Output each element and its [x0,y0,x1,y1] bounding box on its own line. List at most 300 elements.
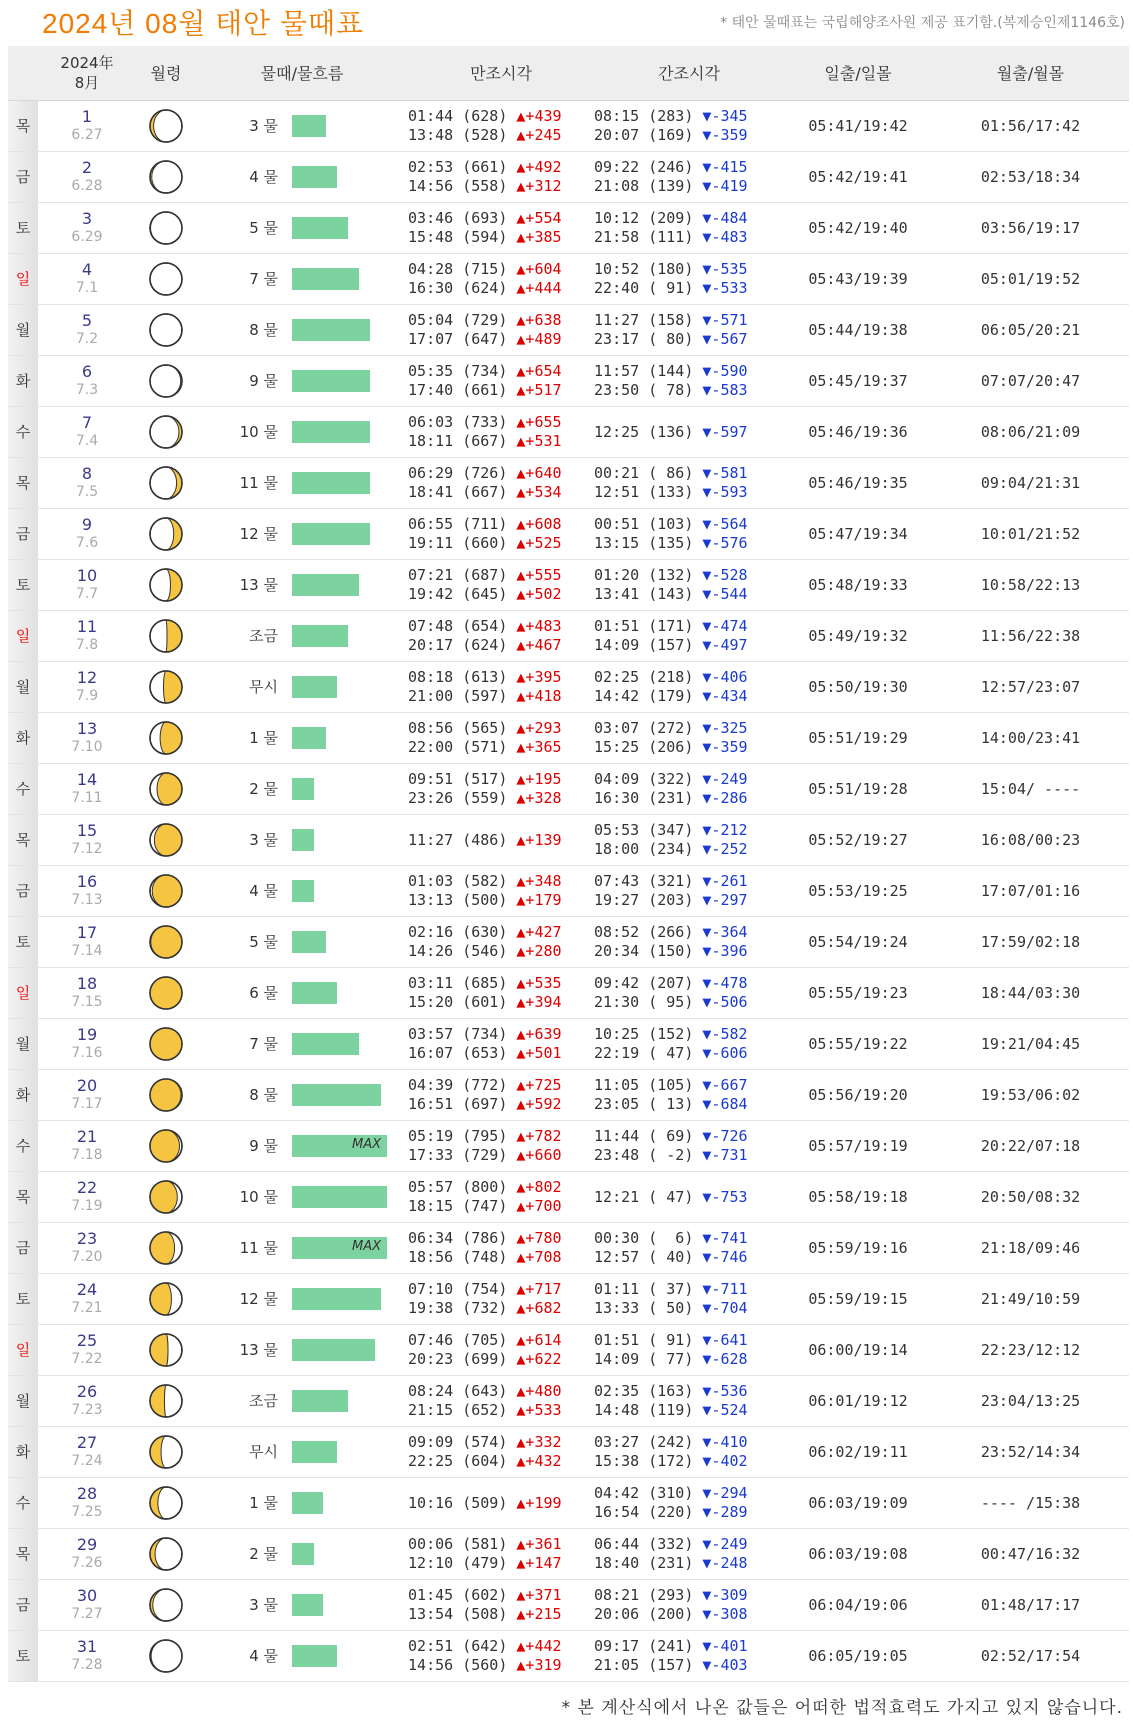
high-diff: +293 [525,718,562,737]
rise-arrow-icon: ▲ [507,1451,526,1470]
solar-date: 24 [76,1279,98,1299]
table-row [8,202,1129,253]
table-row [8,1069,1129,1120]
low-time-level: 18:00 (234) [594,839,694,858]
tide-flow-cell [290,253,408,304]
low-entry [594,362,784,381]
date-cell [38,508,136,559]
moonrise-moonset: 17:07/01:16 [932,865,1129,916]
day-of-week: 수 [8,1120,38,1171]
fall-arrow-icon: ▼ [693,157,712,176]
moonrise-moonset: 12:57/23:07 [932,661,1129,712]
moon-phase-cell [136,1171,196,1222]
low-time-level: 21:05 (157) [594,1655,694,1674]
solar-date: 13 [76,718,98,738]
lunar-date: 7.16 [71,1044,103,1061]
sunrise-sunset: 05:53/19:25 [784,865,932,916]
tide-name: 1 물 [249,729,278,747]
moon-phase-cell [136,1018,196,1069]
solar-date: 2 [81,157,93,177]
day-of-week: 일 [8,1324,38,1375]
tide-flow-cell [290,916,408,967]
tide-flow-bar [292,319,370,341]
tide-flow-bar [292,931,326,953]
low-time-level: 20:06 (200) [594,1604,694,1623]
solar-date: 6 [81,361,93,381]
moonrise-moonset: 15:04/ ---- [932,763,1129,814]
rise-arrow-icon: ▲ [507,1381,526,1400]
low-diff: -289 [711,1502,748,1521]
high-diff: +782 [525,1126,562,1145]
tide-name-cell [196,661,290,712]
rise-arrow-icon: ▲ [507,1330,526,1349]
high-diff: +319 [525,1655,562,1674]
high-tide-cell [408,508,594,559]
high-diff: +371 [525,1585,562,1604]
low-entry [594,1586,784,1605]
low-tide-cell [594,1579,784,1630]
low-time-level: 10:12 (209) [594,208,694,227]
high-entry [408,1076,594,1095]
sunrise-sunset: 05:55/19:22 [784,1018,932,1069]
high-diff: +802 [525,1177,562,1196]
table-row [8,1273,1129,1324]
table-row [8,457,1129,508]
fall-arrow-icon: ▼ [693,106,712,125]
tide-name-cell [196,1324,290,1375]
high-entry [408,311,594,330]
high-tide-cell [408,814,594,865]
tide-name: 7 물 [249,1035,278,1053]
high-tide-cell [408,151,594,202]
moon-phase-cell [136,1630,196,1681]
high-tide-cell [408,1018,594,1069]
high-entry [408,1127,594,1146]
table-row [8,1018,1129,1069]
low-diff: -593 [711,482,748,501]
high-entry [408,636,594,655]
date-cell [38,763,136,814]
low-entry [594,1484,784,1503]
high-entry [408,209,594,228]
rise-arrow-icon: ▲ [507,1279,526,1298]
table-row [8,865,1129,916]
high-diff: +215 [525,1604,562,1623]
fall-arrow-icon: ▼ [693,208,712,227]
low-entry [594,483,784,502]
high-time-level: 05:57 (800) [408,1177,508,1196]
high-diff: +501 [525,1043,562,1062]
rise-arrow-icon: ▲ [507,1604,526,1623]
low-time-level: 07:43 (321) [594,871,694,890]
date-cell [38,661,136,712]
low-time-level: 14:09 ( 77) [594,1349,694,1368]
low-time-level: 23:50 ( 78) [594,380,694,399]
high-time-level: 01:03 (582) [408,871,508,890]
high-tide-cell [408,1528,594,1579]
low-entry [594,279,784,298]
tide-name-cell [196,763,290,814]
rise-arrow-icon: ▲ [507,176,526,195]
header-year-month [38,46,136,100]
moon-phase-icon [148,1077,184,1113]
fall-arrow-icon: ▼ [693,125,712,144]
moon-phase-cell [136,202,196,253]
low-diff: -484 [711,208,748,227]
tide-name-cell [196,1018,290,1069]
rise-arrow-icon: ▲ [507,565,526,584]
sunrise-sunset: 06:05/19:05 [784,1630,932,1681]
low-diff: -711 [711,1279,748,1298]
high-tide-cell [408,712,594,763]
moonrise-moonset: 03:56/19:17 [932,202,1129,253]
fall-arrow-icon: ▼ [693,1534,712,1553]
fall-arrow-icon: ▼ [693,1145,712,1164]
lunar-date: 7.28 [71,1656,103,1673]
high-time-level: 09:51 (517) [408,769,508,788]
moon-phase-cell [136,253,196,304]
high-entry [408,923,594,942]
fall-arrow-icon: ▼ [693,820,712,839]
low-time-level: 15:25 (206) [594,737,694,756]
tide-flow-bar [292,217,348,239]
high-diff: +385 [525,227,562,246]
low-diff: -345 [711,106,748,125]
tide-flow-cell [290,1171,408,1222]
high-time-level: 02:51 (642) [408,1636,508,1655]
solar-date: 15 [76,820,98,840]
lunar-date: 7.1 [75,279,99,296]
moon-phase-icon [148,822,184,858]
fall-arrow-icon: ▼ [693,565,712,584]
low-diff: -359 [711,737,748,756]
tide-name-cell [196,202,290,253]
low-entry [594,974,784,993]
high-entry [408,1350,594,1369]
moon-phase-cell [136,304,196,355]
tide-flow-bar [292,1237,387,1259]
low-diff: -478 [711,973,748,992]
high-diff: +418 [525,686,562,705]
tide-name-cell [196,610,290,661]
low-entry [594,1605,784,1624]
fall-arrow-icon: ▼ [693,769,712,788]
fall-arrow-icon: ▼ [693,1553,712,1572]
high-entry [408,789,594,808]
low-diff: -483 [711,227,748,246]
high-time-level: 19:42 (645) [408,584,508,603]
fall-arrow-icon: ▼ [693,422,712,441]
table-row [8,1120,1129,1171]
tide-flow-cell [290,661,408,712]
day-of-week: 월 [8,661,38,712]
tide-flow-bar [292,829,314,851]
solar-date: 30 [76,1585,98,1605]
fall-arrow-icon: ▼ [693,329,712,348]
tide-name: 5 물 [249,219,278,237]
high-time-level: 06:55 (711) [408,514,508,533]
sunrise-sunset: 05:59/19:16 [784,1222,932,1273]
high-time-level: 05:04 (729) [408,310,508,329]
moonrise-moonset: 20:22/07:18 [932,1120,1129,1171]
high-diff: +480 [525,1381,562,1400]
solar-date: 12 [76,667,98,687]
moonrise-moonset: 00:47/16:32 [932,1528,1129,1579]
moon-phase-cell [136,1324,196,1375]
moonrise-moonset: 05:01/19:52 [932,253,1129,304]
low-tide-cell [594,1222,784,1273]
high-time-level: 10:16 (509) [408,1493,508,1512]
high-diff: +348 [525,871,562,890]
tide-flow-bar [292,1390,348,1412]
rise-arrow-icon: ▲ [507,310,526,329]
rise-arrow-icon: ▲ [507,361,526,380]
low-tide-cell [594,1477,784,1528]
date-cell [38,457,136,508]
high-entry [408,413,594,432]
rise-arrow-icon: ▲ [507,616,526,635]
moon-phase-icon [148,618,184,654]
fall-arrow-icon: ▼ [693,1187,712,1206]
solar-date: 18 [76,973,98,993]
tide-name: 1 물 [249,1494,278,1512]
high-entry [408,279,594,298]
tide-name-cell [196,1069,290,1120]
rise-arrow-icon: ▲ [507,1655,526,1674]
low-diff: -506 [711,992,748,1011]
high-time-level: 18:41 (667) [408,482,508,501]
low-diff: -753 [711,1187,748,1206]
tide-name-cell [196,406,290,457]
rise-arrow-icon: ▲ [507,463,526,482]
table-row [8,253,1129,304]
high-diff: +245 [525,125,562,144]
tide-flow-bar [292,1492,323,1514]
low-diff: -402 [711,1451,748,1470]
rise-arrow-icon: ▲ [507,1247,526,1266]
tide-name: 4 물 [249,882,278,900]
high-time-level: 08:56 (565) [408,718,508,737]
tide-flow-cell [290,304,408,355]
low-entry [594,1554,784,1573]
high-tide-cell [408,967,594,1018]
high-time-level: 08:18 (613) [408,667,508,686]
low-time-level: 14:48 (119) [594,1400,694,1419]
high-diff: +280 [525,941,562,960]
low-tide-cell [594,763,784,814]
tide-name: 무시 [249,678,278,696]
low-tide-cell [594,1171,784,1222]
high-diff: +608 [525,514,562,533]
low-time-level: 18:40 (231) [594,1553,694,1572]
high-tide-cell [408,1426,594,1477]
high-entry [408,483,594,502]
low-entry [594,1025,784,1044]
tide-name-cell [196,1120,290,1171]
rise-arrow-icon: ▲ [507,1126,526,1145]
high-tide-cell [408,406,594,457]
moon-phase-icon [148,1128,184,1164]
day-of-week: 일 [8,253,38,304]
tide-name: 7 물 [249,270,278,288]
high-time-level: 22:00 (571) [408,737,508,756]
low-entry [594,330,784,349]
tide-flow-cell [290,1120,408,1171]
low-diff: -474 [711,616,748,635]
low-entry [594,413,784,451]
lunar-date: 7.18 [71,1146,103,1163]
fall-arrow-icon: ▼ [693,1381,712,1400]
high-entry [408,1248,594,1267]
high-entry [408,158,594,177]
lunar-date: 7.13 [71,891,103,908]
table-row [8,1222,1129,1273]
tide-flow-cell [290,712,408,763]
day-of-week: 금 [8,865,38,916]
tide-flow-bar [292,1084,381,1106]
lunar-date: 7.17 [71,1095,103,1112]
low-entry [594,158,784,177]
rise-arrow-icon: ▲ [507,1145,526,1164]
solar-date: 29 [76,1534,98,1554]
moon-phase-icon [148,924,184,960]
moon-phase-icon [148,720,184,756]
high-tide-cell [408,1324,594,1375]
high-time-level: 13:48 (528) [408,125,508,144]
moon-phase-icon [148,669,184,705]
tide-flow-cell [290,1426,408,1477]
lunar-date: 7.4 [75,432,99,449]
solar-date: 26 [76,1381,98,1401]
high-diff: +365 [525,737,562,756]
moonrise-moonset: 01:56/17:42 [932,100,1129,151]
fall-arrow-icon: ▼ [693,992,712,1011]
tide-name-cell [196,1375,290,1426]
rise-arrow-icon: ▲ [507,157,526,176]
fall-arrow-icon: ▼ [693,310,712,329]
low-tide-cell [594,1120,784,1171]
low-entry [594,1044,784,1063]
tide-flow-bar [292,370,370,392]
high-diff: +483 [525,616,562,635]
solar-date: 8 [81,463,93,483]
tide-table [8,46,1129,1682]
day-of-week: 금 [8,508,38,559]
tide-name: 13 물 [239,576,278,594]
high-time-level: 00:06 (581) [408,1534,508,1553]
low-entry [594,636,784,655]
moonrise-moonset: 19:53/06:02 [932,1069,1129,1120]
low-entry [594,668,784,687]
high-diff: +332 [525,1432,562,1451]
tide-name-cell [196,1579,290,1630]
moon-phase-icon [148,261,184,297]
tide-name-cell [196,1222,290,1273]
date-cell [38,610,136,661]
high-time-level: 03:11 (685) [408,973,508,992]
solar-date: 9 [81,514,93,534]
tide-flow-bar [292,574,359,596]
table-row [8,1324,1129,1375]
header-moon-phase: 월령 [136,46,196,100]
high-diff: +638 [525,310,562,329]
low-diff: -415 [711,157,748,176]
high-entry [408,1554,594,1573]
high-time-level: 01:44 (628) [408,106,508,125]
low-time-level: 03:27 (242) [594,1432,694,1451]
high-tide-cell [408,253,594,304]
low-entry [594,1535,784,1554]
fall-arrow-icon: ▼ [693,718,712,737]
table-row [8,304,1129,355]
low-time-level: 12:51 (133) [594,482,694,501]
rise-arrow-icon: ▲ [507,737,526,756]
solar-date: 3 [81,208,93,228]
high-time-level: 11:27 (486) [408,830,508,849]
rise-arrow-icon: ▲ [507,1298,526,1317]
low-time-level: 10:25 (152) [594,1024,694,1043]
moon-lit-portion [150,1385,166,1417]
low-entry [594,1433,784,1452]
tide-flow-bar [292,625,348,647]
low-time-level: 06:44 (332) [594,1534,694,1553]
moonrise-moonset: 09:04/21:31 [932,457,1129,508]
low-entry [594,840,784,859]
sunrise-sunset: 05:52/19:27 [784,814,932,865]
low-entry [594,1280,784,1299]
low-time-level: 09:17 (241) [594,1636,694,1655]
tide-flow-bar [292,115,326,137]
low-tide-cell [594,202,784,253]
moon-phase-cell [136,1477,196,1528]
moonrise-moonset: ---- /15:38 [932,1477,1129,1528]
low-tide-cell [594,1018,784,1069]
day-of-week: 일 [8,610,38,661]
low-entry [594,617,784,636]
high-entry [408,534,594,553]
day-of-week: 토 [8,202,38,253]
tide-flow-cell [290,1018,408,1069]
high-tide-cell [408,763,594,814]
rise-arrow-icon: ▲ [507,329,526,348]
rise-arrow-icon: ▲ [507,769,526,788]
disclaimer: * 본 계산식에서 나온 값들은 어떠한 법적효력도 가지고 있지 않습니다. [561,1698,1123,1718]
day-of-week: 일 [8,967,38,1018]
low-entry [594,1146,784,1165]
high-entry [408,1331,594,1350]
high-diff: +533 [525,1400,562,1419]
tide-name: 조금 [249,627,278,645]
high-entry [408,1535,594,1554]
low-diff: -286 [711,788,748,807]
low-entry [594,464,784,483]
low-time-level: 11:27 (158) [594,310,694,329]
low-tide-cell [594,712,784,763]
high-entry [408,260,594,279]
date-cell [38,1630,136,1681]
high-entry [408,1146,594,1165]
low-entry [594,1076,784,1095]
day-of-week: 금 [8,151,38,202]
high-entry [408,1095,594,1114]
tide-name-cell [196,1630,290,1681]
high-tide-cell [408,304,594,355]
moonrise-moonset: 19:21/04:45 [932,1018,1129,1069]
sunrise-sunset: 06:01/19:12 [784,1375,932,1426]
fall-arrow-icon: ▼ [693,514,712,533]
low-time-level: 09:42 (207) [594,973,694,992]
high-entry [408,585,594,604]
